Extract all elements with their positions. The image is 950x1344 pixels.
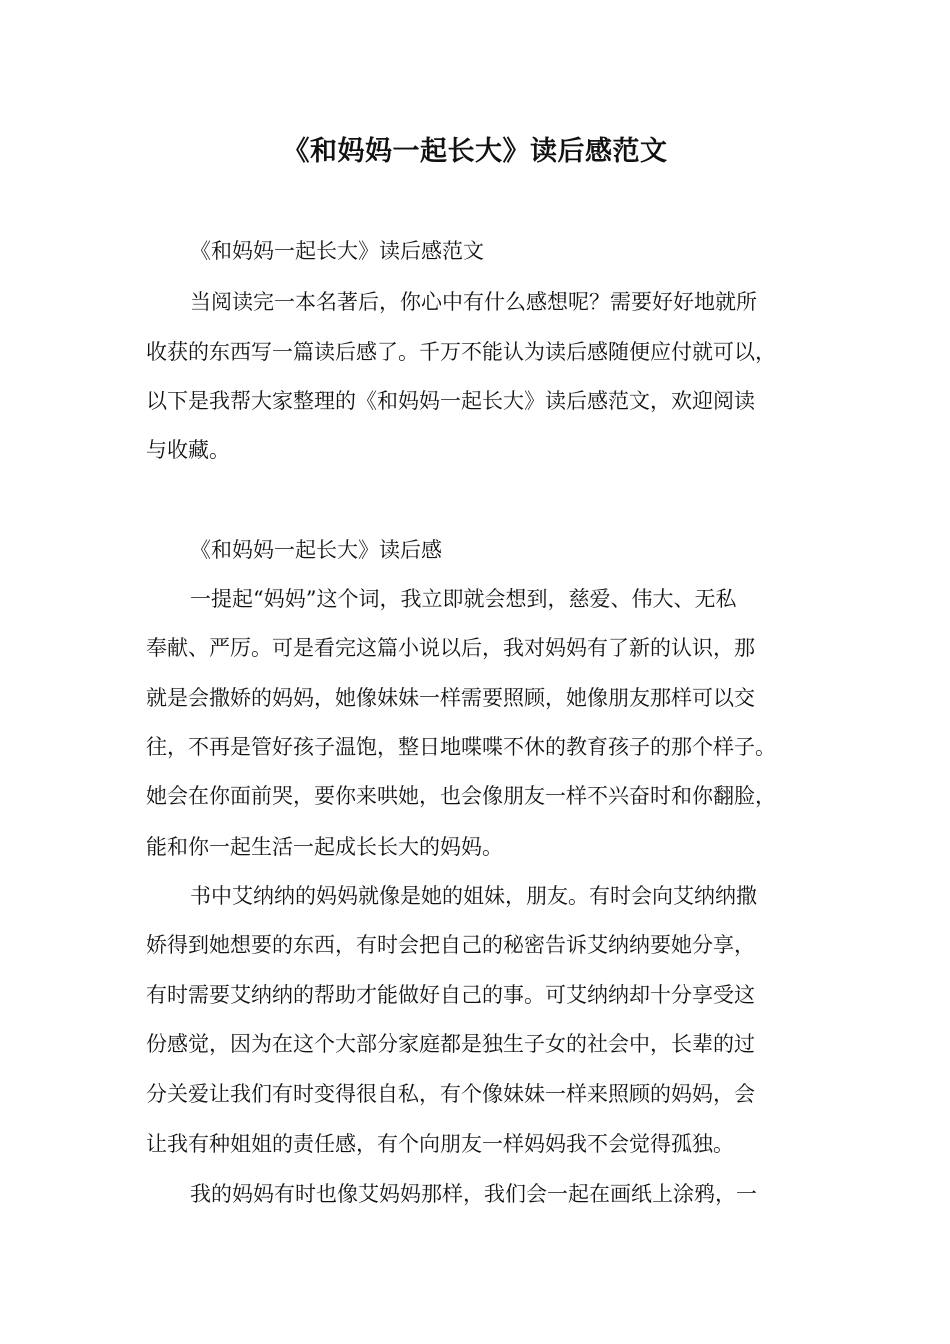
paragraph-line: 书中艾纳纳的妈妈就像是她的姐妹，朋友。有时会向艾纳纳撒 (190, 884, 757, 908)
section-heading-1: 《和妈妈一起长大》读后感范文 (190, 239, 484, 263)
paragraph-line: 她会在你面前哭，要你来哄她，也会像朋友一样不兴奋时和你翻脸， (146, 784, 776, 808)
paragraph-line: 往，不再是管好孩子温饱，整日地喋喋不休的教育孩子的那个样子。 (146, 735, 776, 759)
section-heading-2: 《和妈妈一起长大》读后感 (190, 538, 442, 562)
document-title: 《和妈妈一起长大》读后感范文 (282, 136, 668, 167)
paragraph-line: 能和你一起生活一起成长长大的妈妈。 (146, 835, 503, 859)
paragraph-line: 有时需要艾纳纳的帮助才能做好自己的事。可艾纳纳却十分享受这 (146, 983, 755, 1007)
paragraph-line: 娇得到她想要的东西，有时会把自己的秘密告诉艾纳纳要她分享， (146, 933, 755, 957)
paragraph-line: 让我有种姐姐的责任感，有个向朋友一样妈妈我不会觉得孤独。 (146, 1132, 734, 1156)
paragraph-line: 份感觉，因为在这个大部分家庭都是独生子女的社会中，长辈的过 (146, 1032, 755, 1056)
paragraph-line: 收获的东西写一篇读后感了。千万不能认为读后感随便应付就可以， (146, 340, 776, 364)
paragraph-line: 以下是我帮大家整理的《和妈妈一起长大》读后感范文，欢迎阅读 (146, 389, 755, 413)
paragraph-line: 与收藏。 (146, 438, 230, 462)
paragraph-line: 就是会撒娇的妈妈，她像妹妹一样需要照顾，她像朋友那样可以交 (146, 686, 755, 710)
paragraph-line: 当阅读完一本名著后，你心中有什么感想呢？需要好好地就所 (190, 290, 757, 314)
paragraph-line: 我的妈妈有时也像艾妈妈那样，我们会一起在画纸上涂鸦，一 (190, 1182, 757, 1206)
paragraph-line: 一提起“妈妈”这个词，我立即就会想到，慈爱、伟大、无私 (190, 587, 737, 611)
paragraph-line: 奉献、严厉。可是看完这篇小说以后，我对妈妈有了新的认识，那 (146, 636, 755, 660)
paragraph-line: 分关爱让我们有时变得很自私，有个像妹妹一样来照顾的妈妈，会 (146, 1082, 755, 1106)
